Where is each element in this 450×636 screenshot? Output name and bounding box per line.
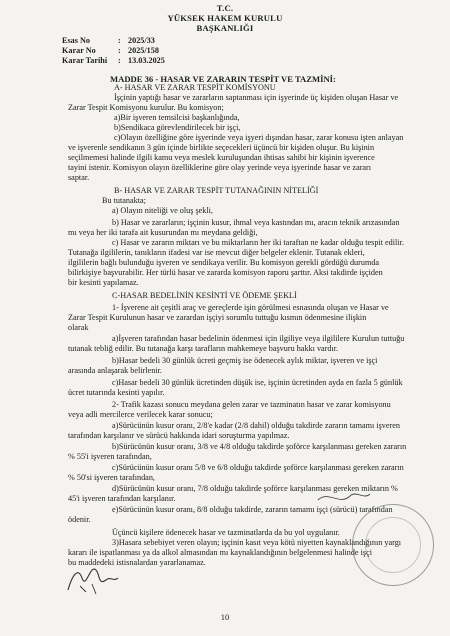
body-line: ödenir. xyxy=(68,515,91,524)
meta-colon: : xyxy=(118,36,121,45)
body-line: olarak xyxy=(68,323,89,332)
body-line: ücret tutarında kesinti yapılır. xyxy=(68,388,165,397)
body-line: a)Sürücünün kusur oranı, 2/8'e kadar (2/8 dahil) olduğu takdirde zararın tamamı işveren xyxy=(112,421,400,430)
body-line: mı veya her iki tarafa ait kusurundan mı meydana geldiği, xyxy=(68,228,258,237)
body-line: b)Hasar bedeli 30 günlük ücreti geçmiş ise ödenecek aylık miktar, işveren ve işçi xyxy=(112,356,378,365)
body-line: b)Sendikaca görevlendirilecek bir işçi, xyxy=(114,123,241,132)
body-line: d)Sürücünün kusur oranı, 7/8 olduğu takdirde şoförce karşılanması gereken miktarın % xyxy=(112,484,398,493)
section-heading: B- HASAR VE ZARAR TESPİT TUTANAĞININ NİTELİĞİ xyxy=(114,186,319,195)
body-line: c)Hasar bedeli 30 günlük ücretinden düşük ise, işçinin ücretinden ayda en fazla 5 günlük xyxy=(112,378,403,387)
body-line: % 50'si işveren tarafından, xyxy=(68,473,155,482)
body-line: 1- İşverene ait çeşitli araç ve gereçlerde işin görülmesi esnasında oluşan ve Hasar ve xyxy=(112,303,389,312)
body-line: 2- Trafik kazası sonucu meydana gelen zarar ve tazminatın hasar ve zarar komisyonu xyxy=(112,400,391,409)
body-line: seçilmemesi halinde ilgili kamu veya meslek kuruluşundan ihtisas sahibi bir kişinin işverence xyxy=(68,153,375,162)
body-line: saptar. xyxy=(68,173,90,182)
meta-value-esas: 2025/33 xyxy=(128,36,155,45)
body-line: a)İşveren tarafından hasar bedelinin ödenmesi için ilgiliye veya ilgililere Kurulun tuttuğu xyxy=(112,334,405,343)
body-line: % 55'i işveren tarafından, xyxy=(68,452,152,461)
body-line: e)Sürücünün kusur oranı, 8/8 olduğu takdirde, zararın tamamı işçi (sürücü) tarafından xyxy=(112,505,393,514)
body-line: tayini istenir. Komisyon olayın özelliklerine göre olay yerinde veya işyerinde hasar ve zararı xyxy=(68,163,372,172)
body-line: ve işverenle sendikanın 3 gün içinde birlikte seçecekleri üçüncü bir kişiden oluşur. Bu kişinin xyxy=(68,143,375,152)
meta-label-esas: Esas No xyxy=(62,36,90,45)
body-line: bilirkişiye başvurabilir. Her türlü hasar ve zararda komisyon raporu şarttır. Aksi takdirde işçiden xyxy=(68,268,383,277)
body-line: b)Sürücünün kusur oranı, 3/8 ve 4/8 olduğu takdirde şoförce karşılanması gereken zararın xyxy=(112,442,407,451)
body-line: bu maddedeki istisnalardan yararlanamaz. xyxy=(68,558,206,567)
body-line: bir kesinti yapılamaz. xyxy=(68,278,139,287)
official-seal-stamp xyxy=(352,504,434,586)
body-line: veya adli mercilerce verilecek karar sonucu; xyxy=(68,410,213,419)
meta-label-tarih: Karar Tarihi xyxy=(62,56,108,65)
body-line: kararı ile ispatlanması ya da alkol almasından mı kaynaklandığının belgelenmesi halinde işçi xyxy=(68,548,372,557)
body-line: tarafından karşılanır ve sürücü hakkında idari soruşturma yapılmaz. xyxy=(68,431,290,440)
body-line: tutanak tebliğ edilir. Bu tutanağa karşı tarafların mahkemeye başvuru hakkı vardır. xyxy=(68,344,339,353)
body-line: c) Hasar ve zararın miktarı ve bu miktarların her iki taraftan ne kadar olduğu tespit edilir. xyxy=(112,238,404,247)
page-number: 10 xyxy=(220,612,230,622)
body-line: Tutanağa ilgililerin, tanıkların ifadesi var ise mevcut diğer belgeler eklenir. Tutanak ekleri, xyxy=(68,248,365,257)
body-line: Üçüncü kişilere ödenecek hasar ve tazminatlarda da bu yol uygulanır. xyxy=(112,528,340,537)
header-line1: YÜKSEK HAKEM KURULU xyxy=(167,13,283,23)
body-line: 45'i işveren tarafından karşılanır. xyxy=(68,494,176,503)
body-line: ilgililerin bağlı bulunduğu işveren ve sendikaya verilir. Bu komisyon gerekli gördüğü durumda xyxy=(68,258,380,267)
meta-colon: : xyxy=(118,46,121,55)
handwritten-mark xyxy=(314,486,374,510)
handwritten-signature xyxy=(62,556,122,598)
body-line: Zarar Tespit Kurulunun hasar ve zarardan işçiyi sorumlu tuttuğu kısmın ödenmesine ilişkin xyxy=(68,313,367,322)
header-top: T.C. xyxy=(216,3,234,13)
meta-value-karar: 2025/158 xyxy=(128,46,159,55)
article-title: MADDE 36 - HASAR VE ZARARIN TESPİT VE TAZMİNİ: xyxy=(110,74,336,84)
body-line: arasında anlaşarak belirlenir. xyxy=(68,366,162,375)
section-heading: C-HASAR BEDELİNİN KESİNTİ VE ÖDEME ŞEKLİ xyxy=(112,291,297,300)
body-line: Bu tutanakta; xyxy=(102,196,146,205)
header-line2: BAŞKANLIĞI xyxy=(196,23,254,33)
meta-label-karar: Karar No xyxy=(62,46,96,55)
body-line: c)Olayın özelliğine göre işyerinde veya işyeri dışından hasar, zarar konusu işten anlayan xyxy=(114,133,404,142)
body-line: a) Olayın niteliği ve oluş şekli, xyxy=(112,206,213,215)
body-line: a)Bir işveren temsilcisi başkanlığında, xyxy=(114,113,240,122)
body-line: 3)Hasara sebebiyet veren olayın; işçinin kasıt veya kötü niyetten kaynaklandığının yargı xyxy=(112,538,402,547)
body-line: İşçinin yaptığı hasar ve zararların saptanması için işyerinde üç kişiden oluşan Hasar ve xyxy=(114,93,399,102)
body-line: Zarar Tespit Komisyonu kurulur. Bu komisyon; xyxy=(68,103,224,112)
meta-value-tarih: 13.03.2025 xyxy=(128,56,165,65)
body-line: c)Sürücünün kusur oranı 5/8 ve 6/8 olduğu takdirde şoförce karşılanması gereken zararın xyxy=(112,463,404,472)
seal-inner-ring xyxy=(365,517,421,573)
meta-colon: : xyxy=(118,56,121,65)
body-line: b) Hasar ve zararların; işçinin kusur, ihmal veya kastından mı, aracın teknik arızasından xyxy=(112,218,400,227)
body-line: A- HASAR VE ZARAR TESPİT KOMİSYONU xyxy=(114,83,276,92)
